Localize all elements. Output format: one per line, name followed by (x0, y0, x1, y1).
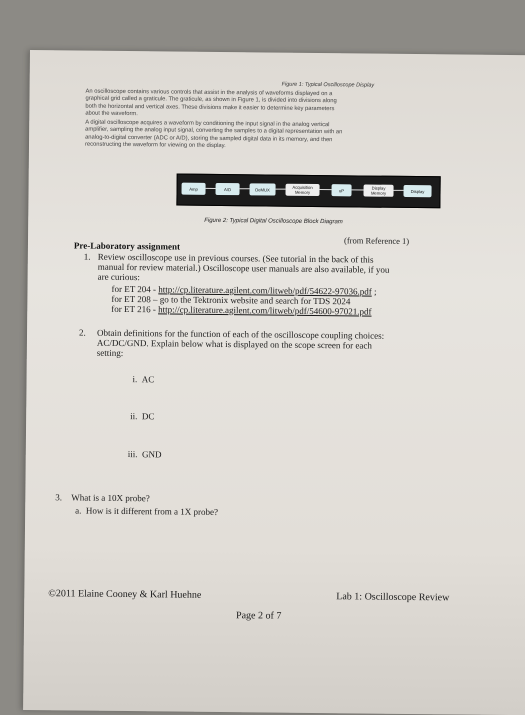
document-page (23, 50, 525, 715)
subitem-label: ii. (130, 411, 138, 422)
paragraph-line: graphical grid called a graticule. The graticule, as shown in Figure 1, is divided into divisions along (85, 95, 337, 105)
et204-link[interactable]: http://cp.literature.agilent.com/litweb/pdf/54622-97036.pdf (158, 284, 372, 297)
intro-paragraph (85, 89, 445, 122)
paragraph-line: A digital oscilloscope acquires a waveform by conditioning the input signal in the analog vertical (85, 119, 330, 129)
paragraph-line: reconstructing the waveform for viewing on the display. (84, 141, 226, 150)
digital-scope-paragraph (85, 120, 445, 153)
item-line: are curious: (97, 272, 140, 283)
diagram-block-display-memory: Display Memory (363, 185, 393, 197)
footer-copyright: ©2011 Elaine Cooney & Karl Huehne (48, 588, 202, 601)
et204-prefix: for ET 204 - (111, 283, 159, 295)
paragraph-line: both the horizontal and vertical axes. These divisions make it easier to determine key parameters (85, 103, 335, 113)
subitem-text: AC (141, 374, 155, 385)
item-number: 1. (83, 251, 91, 262)
item-line: Obtain definitions for the function of each of the oscilloscope coupling choices: (96, 327, 385, 341)
paragraph-line: An oscilloscope contains various controls that assist in the analysis of waveforms displayed on a (85, 88, 333, 98)
subitem-label: a. (75, 505, 82, 516)
subitem-text: How is it different from a 1X probe? (85, 505, 219, 517)
item-line: manual for review material.) Oscilloscope user manuals are also available, if you (97, 261, 390, 275)
diagram-arrow (240, 188, 250, 189)
figure1-title: Figure 1: Typical Oscilloscope Display (281, 81, 375, 89)
subitem-text: GND (141, 449, 162, 460)
diagram-block-acq-memory: Acquisition Memory (285, 184, 319, 196)
paragraph-line: amplifier, sampling the analog input signal, converting the samples to a digital representation with an (85, 126, 343, 136)
item-number: 2. (78, 327, 86, 338)
paragraph-line: analog-to-digital converter (ADC or A/D), storing the sampled digital data in its memory, and then (85, 134, 333, 143)
figure2-caption: Figure 2: Typical Digital Oscilloscope Block Diagram (204, 217, 343, 226)
item-line: Review oscilloscope use in previous courses. (See tutorial in the back of this (97, 251, 374, 265)
diagram-arrow (394, 190, 404, 191)
subitem-dc (130, 411, 154, 421)
et204-suffix: ; (371, 286, 377, 297)
item3-question: What is a 10X probe? (71, 492, 150, 504)
reference-note: (from Reference 1) (343, 235, 410, 246)
diagram-block-demux: DeMUX (249, 183, 275, 195)
footer-lab-title: Lab 1: Oscilloscope Review (336, 591, 450, 604)
prelab-heading: Pre-Laboratory assignment (73, 240, 181, 252)
diagram-arrow (276, 189, 286, 190)
subitem-label: i. (132, 374, 138, 385)
et208-line: for ET 208 – go to the Tektronix website and search for TDS 2024 (111, 293, 351, 307)
diagram-arrow (320, 189, 332, 190)
item2-text (97, 328, 477, 363)
item1-text (98, 252, 468, 286)
block-diagram (176, 174, 440, 209)
item-line: setting: (96, 348, 124, 359)
paragraph-line: about the waveform. (85, 110, 138, 118)
subitem-ac (133, 374, 155, 384)
diagram-arrow (352, 189, 364, 190)
diagram-block-display: Display (403, 185, 431, 197)
item-line: AC/DC/GND. Explain below what is displayed on the scope screen for each (96, 337, 372, 351)
diagram-block-up: uP (331, 184, 351, 196)
diagram-arrow (206, 188, 216, 189)
diagram-block-amp: Amp (181, 183, 205, 195)
footer-page-number: Page 2 of 7 (236, 610, 282, 622)
et216-line (111, 304, 371, 317)
et216-prefix: for ET 216 - (111, 303, 159, 315)
diagram-block-ad: A/D (215, 183, 239, 195)
subitem-gnd (128, 449, 162, 460)
et216-link[interactable]: http://cp.literature.agilent.com/litweb/pdf/54600-97021.pdf (158, 304, 372, 317)
item-number: 3. (55, 492, 63, 503)
subitem-text: DC (141, 411, 155, 422)
subitem-label: iii. (127, 449, 138, 460)
item3-subquestion (75, 505, 218, 517)
